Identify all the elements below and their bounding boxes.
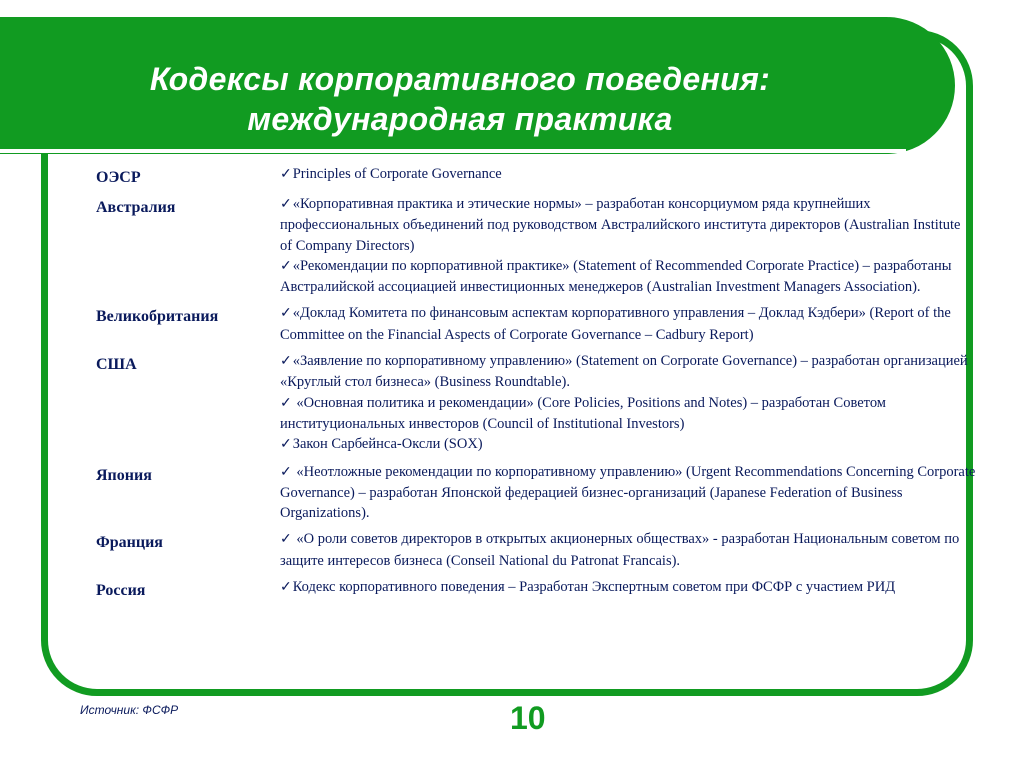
title-underline <box>0 149 906 153</box>
code-description-cell <box>280 164 976 194</box>
country-cell: Франция <box>96 534 163 552</box>
page-number: 10 <box>510 700 546 736</box>
country-cell: Австралия <box>96 199 176 216</box>
code-description-cell <box>280 351 976 461</box>
table-row <box>96 577 976 607</box>
checkmark-icon: ✓ <box>280 532 292 548</box>
code-item <box>280 164 976 185</box>
code-item <box>280 194 976 256</box>
checkmark-icon: ✓ <box>280 167 292 182</box>
code-description-cell <box>280 303 976 351</box>
code-description-cell <box>280 462 976 530</box>
checkmark-icon: ✓ <box>280 354 292 370</box>
code-item <box>280 434 976 455</box>
country-cell: ОЭСР <box>96 169 141 186</box>
codes-table <box>96 164 976 607</box>
table-row <box>96 194 976 303</box>
code-item-text: «О роли советов директоров в открытых акционерных обществах» - разработан Национальным советом по защите интересов бизнеса (Conseil National du Patronat Francais). <box>280 531 960 569</box>
table-row <box>96 462 976 530</box>
checkmark-icon: ✓ <box>280 437 292 453</box>
checkmark-icon: ✓ <box>280 197 292 212</box>
code-item-text: «Основная политика и рекомендации» (Core Policies, Positions and Notes) – разработан Советом институциональных инвесторов (Council of Institutional Investors) <box>280 394 886 432</box>
checkmark-icon: ✓ <box>280 258 292 274</box>
code-item-text: «Рекомендации по корпоративной практике» (Statement of Recommended Corporate Practice) – разработаны Австралийской ассоциацией инвестиционных менеджеров (Australian Investment Managers Association). <box>280 257 952 296</box>
code-item <box>280 256 976 298</box>
country-cell: Япония <box>96 466 152 484</box>
code-item <box>280 462 976 524</box>
code-item-text: «Неотложные рекомендации по корпоративному управлению» (Urgent Recommendations Concerning Corporate Governance) – разработан Японской федерацией бизнес-организаций (Japanese Federation of Business Organizations). <box>280 463 976 522</box>
title-banner <box>0 17 955 154</box>
country-cell: Россия <box>96 582 146 600</box>
table-row <box>96 164 976 194</box>
code-item-text: Principles of Corporate Governance <box>292 166 502 182</box>
code-description-cell <box>280 194 976 303</box>
code-item <box>280 577 976 598</box>
table-row <box>96 529 976 577</box>
source-note: Источник: ФСФР <box>80 703 179 717</box>
table-row <box>96 303 976 351</box>
code-item <box>280 393 976 435</box>
code-item-text: «Доклад Комитета по финансовым аспектам корпоративного управления – Доклад Кэдбери» (Report of the Committee on the Financial Aspects of Corporate Governance – Cadbury Report) <box>280 305 951 343</box>
checkmark-icon: ✓ <box>280 464 292 480</box>
code-description-cell <box>280 577 976 607</box>
table-row <box>96 351 976 461</box>
code-description-cell <box>280 529 976 577</box>
country-cell: США <box>96 356 137 374</box>
slide-title <box>80 59 840 139</box>
checkmark-icon: ✓ <box>280 580 292 596</box>
slide-title-line-1: Кодексы корпоративного поведения: <box>149 61 771 97</box>
code-item-text: Закон Сарбейнса-Оксли (SOX) <box>292 436 483 453</box>
code-item <box>280 351 976 393</box>
country-cell: Великобритания <box>96 308 219 326</box>
slide-title-line-2: международная практика <box>247 101 673 137</box>
checkmark-icon: ✓ <box>280 395 292 411</box>
code-item-text: «Заявление по корпоративному управлению» (Statement on Corporate Governance) – разработан организацией «Круглый стол бизнеса» (Business Roundtable). <box>280 353 968 391</box>
code-item <box>280 303 976 345</box>
checkmark-icon: ✓ <box>280 306 292 322</box>
code-item-text: Кодекс корпоративного поведения – Разработан Экспертным советом при ФСФР с участием РИД <box>292 579 896 596</box>
code-item-text: «Корпоративная практика и этические нормы» – разработан консорциумом ряда крупнейших профессиональных объединений под руководством Австралийского института директоров (Australian Institute of Company Directors) <box>280 196 961 254</box>
code-item <box>280 529 976 571</box>
